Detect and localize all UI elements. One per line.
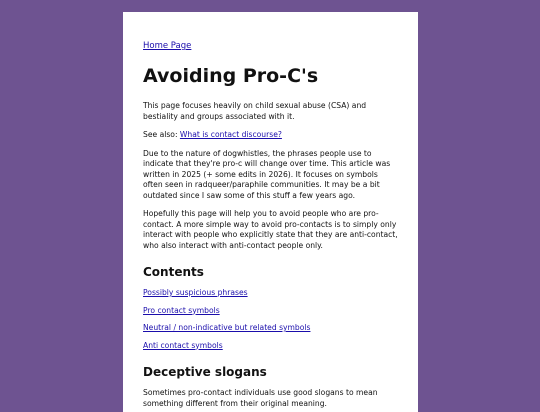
contact-discourse-link[interactable]: What is contact discourse? [179, 130, 282, 139]
toc-link-pro-contact-symbols[interactable]: Pro contact symbols [143, 305, 220, 315]
see-also-label: See also: [143, 130, 180, 139]
intro-paragraph: This page focuses heavily on child sexual abuse (CSA) and bestiality and groups associated with it. [143, 101, 367, 121]
page-title: Avoiding Pro-C's [143, 65, 319, 87]
toc-link-anti-contact-symbols[interactable]: Anti contact symbols [143, 340, 223, 350]
dogwhistle-paragraph: Due to the nature of dogwhistles, the phrases people use to indicate that they're pro-c will change over time. This article was written in 2025 (+ some edits in 2026). It focuses on symbols often seen in radqueer/paraphile communities. It may be a bit outdated since I saw some of this stuff a few years ago. [143, 148, 391, 200]
toc-link-neutral-symbols[interactable]: Neutral / non-indicative but related symbols [143, 323, 311, 332]
contents-heading: Contents [143, 265, 204, 279]
deceptive-slogans-paragraph: Sometimes pro-contact individuals use good slogans to mean something different from their original meaning. [143, 388, 378, 408]
avoid-paragraph: Hopefully this page will help you to avoid people who are pro-contact. A more simple way to avoid pro-contacts is to simply only interact with people who explicitly state that they are anti-contact, who also interact with anti-contact people only. [143, 209, 398, 250]
table-of-contents [143, 288, 398, 351]
article-page [123, 12, 418, 412]
see-also-paragraph [143, 130, 398, 141]
home-page-link[interactable]: Home Page [143, 41, 192, 51]
toc-link-suspicious-phrases[interactable]: Possibly suspicious phrases [143, 288, 248, 297]
deceptive-slogans-heading: Deceptive slogans [143, 365, 267, 379]
